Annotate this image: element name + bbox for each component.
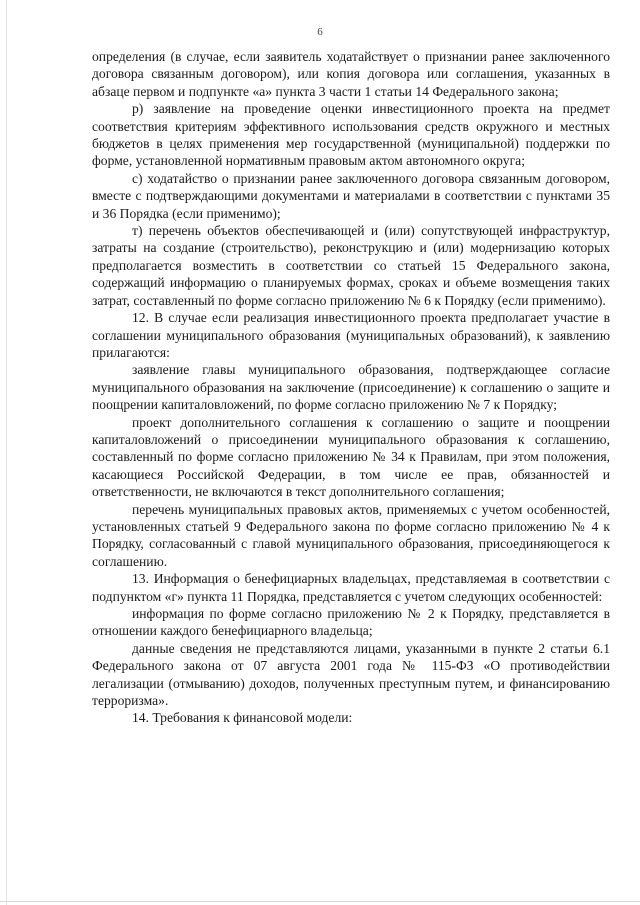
paragraph-clause-12-item-3: перечень муниципальных правовых актов, применяемых с учетом особенностей, установленных статьей 9 Федерального закона по форме согласно приложению № 4 к Порядку, согласованный с главой муниципального образования, присоединяющегося к соглашению. (92, 501, 610, 569)
paragraph-clause-13: 13. Информация о бенефициарных владельцах, представляемая в соответствии с подпунктом «г» пункта 11 Порядка, представляется с учетом следующих особенностей: (92, 571, 610, 604)
page-number: 6 (317, 26, 323, 38)
paragraph-clause-14: 14. Требования к финансовой модели: (132, 710, 353, 726)
paragraph-item-t: т) перечень объектов обеспечивающей и (или) сопутствующей инфраструктур, затраты на создание (строительство), реконструкцию и (или) модернизацию которых предполагается возместить в соответствии со статьей 15 Федерального закона, содержащий информацию о планируемых формах, сроках и объеме возмещения таких затрат, составленный по форме согласно приложению № 6 к Порядку (если применимо). (92, 223, 610, 308)
paragraph-item-r: р) заявление на проведение оценки инвестиционного проекта на предмет соответствия критериям эффективного использования средств окружного и местных бюджетов в целях применения мер государственной (муниципальной) поддержки по форме, установленной нормативным правовым актом автономного округа; (92, 101, 610, 169)
paragraph-clause-12-item-2: проект дополнительного соглашения к соглашению о защите и поощрении капиталовложений о присоединении муниципального образования к соглашению, составленный по форме согласно приложению № 34 к Правилам, при этом положения, касающиеся Российской Федерации, в том числе ее прав, обязанностей и ответственности, не включаются в текст дополнительного соглашения; (92, 414, 610, 500)
scan-edge-line (6, 0, 7, 905)
paragraph-continuation: определения (в случае, если заявитель ходатайствует о признании ранее заключенного договора связанным договором), или копия договора или соглашения, указанных в абзаце первом и подпункте «а» пункта 3 части 1 статьи 14 Федерального закона; (92, 49, 610, 99)
paragraph-clause-12: 12. В случае если реализация инвестиционного проекта предполагает участие в соглашении муниципального образования (муниципальных образований), к заявлению прилагаются: (92, 310, 610, 360)
paragraph-clause-13-item-2: данные сведения не представляются лицами, указанными в пункте 2 статьи 6.1 Федерального закона от 07 августа 2001 года № 115-ФЗ «О противодействии легализации (отмыванию) доходов, полученных преступным путем, и финансированию терроризма». (92, 640, 610, 709)
scan-bottom-line (0, 901, 640, 902)
paragraph-clause-13-item-1: информация по форме согласно приложению № 2 к Порядку, представляется в отношении каждого бенефициарного владельца; (92, 606, 610, 639)
paragraph-item-s: с) ходатайство о признании ранее заключенного договора связанным договором, вместе с подтверждающими документами и материалами в соответствии с пунктами 35 и 36 Порядка (если применимо); (92, 170, 610, 221)
paragraph-clause-12-item-1: заявление главы муниципального образования, подтверждающее согласие муниципального образования на заключение (присоединение) к соглашению о защите и поощрении капиталовложений, по форме согласно приложению № 7 к Порядку; (92, 362, 610, 413)
body-text (92, 48, 610, 727)
